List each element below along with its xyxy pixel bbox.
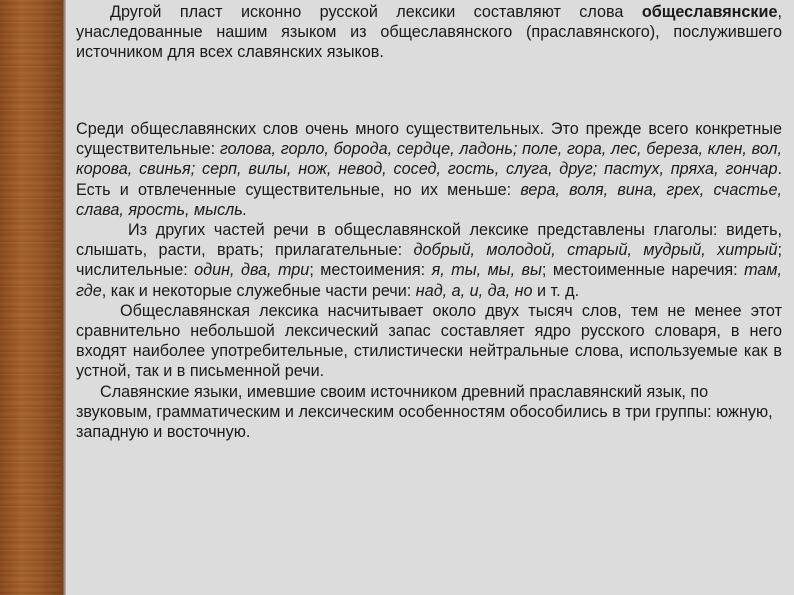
wood-panel-decoration bbox=[0, 0, 62, 595]
groups-paragraph: Славянские языки, имевшие своим источником древний праславянский язык, по звуковым, грамматическим и лексическим особенностям обособились в три группы: южную, западную и восточную. bbox=[76, 382, 773, 442]
nouns-text-2: . Есть и отвлеченные существительные, но их меньше: bbox=[76, 160, 782, 199]
adverb-examples: там, где bbox=[76, 261, 783, 300]
other-parts-paragraph bbox=[76, 220, 782, 301]
intro-block bbox=[76, 2, 782, 63]
numeral-examples: один, два, три bbox=[194, 261, 310, 280]
nouns-examples-abstract: вера, воля, вина, грех, счастье, слава, ярость, мысль. bbox=[76, 180, 783, 219]
pronoun-examples: я, ты, мы, вы bbox=[431, 261, 542, 280]
other-parts-text-4: ; местоименные наречия: bbox=[541, 261, 745, 280]
nouns-paragraph bbox=[76, 119, 782, 220]
intro-bold-term: общеславянские bbox=[641, 3, 778, 21]
intro-text-after: , унаследованные нашим языком из общеславянского (праславянского), послужившего источником для всех славянских языков. bbox=[76, 3, 782, 62]
nouns-text-1: Среди общеславянских слов очень много существительных. Это прежде всего конкретные существительные: bbox=[76, 120, 782, 159]
nouns-examples-concrete: голова, горло, борода, сердце, ладонь; поле, гора, лес, береза, клен, вол, корова, свинья; серп, вилы, нож, невод, сосед, гость, слуга, друг; пастух, пряха, гончар bbox=[76, 140, 783, 179]
other-parts-text-6: и т. д. bbox=[532, 281, 580, 300]
other-parts-text-3: ; местоимения: bbox=[309, 261, 432, 280]
function-word-examples: над, а, и, да, но bbox=[415, 281, 533, 300]
intro-text-before: Другой пласт исконно русской лексики составляют слова bbox=[110, 3, 642, 21]
body-block bbox=[76, 119, 782, 442]
other-parts-text-5: , как и некоторые служебные части речи: bbox=[101, 281, 416, 300]
intro-paragraph bbox=[76, 2, 782, 63]
other-parts-text-2: ; числительные: bbox=[76, 241, 782, 280]
count-paragraph: Общеславянская лексика насчитывает около двух тысяч слов, тем не менее этот сравнительно небольшой лексический запас составляет ядро русского словаря, в него входят наиболее употребительные, стилистически нейтральные слова, используемые как в устной, так и в письменной речи. bbox=[76, 301, 782, 381]
adjective-examples: добрый, молодой, старый, мудрый, хитрый bbox=[413, 241, 778, 260]
other-parts-text-1: Из других частей речи в общеславянской лексике представлены глаголы: видеть, слышать, расти, врать; прилагательные: bbox=[76, 221, 782, 260]
